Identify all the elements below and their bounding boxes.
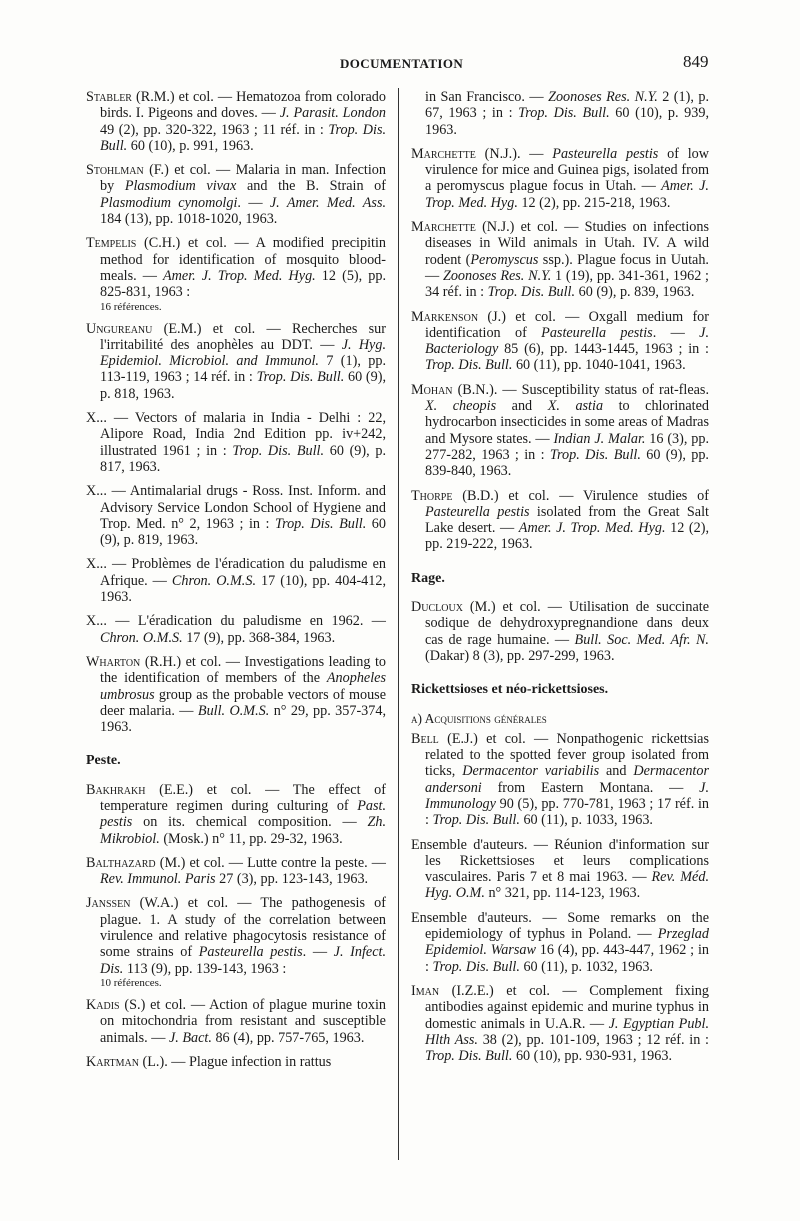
italic-text: J. Infect. Dis.	[100, 944, 387, 977]
entry-text: Ensemble d'auteurs. — Réunion d'information sur les Rickettsioses et leurs complications vasculaires. Paris 7 et 8 mai 1963. —	[411, 836, 709, 886]
italic-text: Pasteurella pestis	[198, 944, 303, 961]
entry-text: and the B. Strain of	[236, 178, 386, 195]
entry-text: (F.) et col. — Malaria in man. Infection by	[100, 162, 386, 195]
entry-text: 90 (5), pp. 770-781, 1963 ; 17 réf. in :	[425, 795, 709, 829]
italic-text: Pasteurella pestis	[425, 503, 530, 520]
italic-text: J. Bact.	[168, 1029, 212, 1046]
entry-text: (I.Z.E.) et col. — Complement fixing antibodies against epidemic and murine typhus in domestic animals in U.A.R. —	[425, 982, 709, 1032]
entry-text: n° 321, pp. 114-123, 1963.	[484, 885, 641, 902]
running-header: DOCUMENTATION	[340, 56, 464, 71]
italic-text: Rev. Immunol. Paris	[100, 871, 216, 888]
italic-text: Zoonoses Res. N.Y.	[442, 267, 552, 284]
entry-text: on its. chemical composition. —	[132, 814, 368, 831]
entry-text: 7 (1), pp. 113-119, 1963 ; 14 réf. in :	[100, 353, 386, 386]
italic-text: Zh. Mikrobiol.	[100, 814, 386, 847]
italic-text: Trop. Dis. Bull.	[274, 515, 367, 532]
bibliography-entry	[411, 910, 709, 975]
entry-text: in San Francisco. —	[425, 89, 549, 105]
entry-text: 12 (2), pp. 215-218, 1963.	[517, 194, 671, 211]
bibliography-entry	[411, 488, 709, 553]
italic-text: Chron. O.M.S.	[100, 629, 183, 646]
italic-text: Dermacentor andersoni	[425, 763, 709, 796]
entry-text: (E.E.) et col. — The effect of temperature regimen during culturing of	[100, 781, 386, 814]
italic-text: Przeglad Epidemiol. Warsaw	[425, 926, 709, 959]
italic-text: Trop. Dis. Bull.	[432, 958, 520, 975]
author-name: Ungureanu	[86, 320, 153, 337]
entry-text: 184 (13), pp. 1018-1020, 1963.	[100, 211, 278, 228]
entry-text: X... — Antimalarial drugs - Ross. Inst. Inform. and Advisory Service London School of Hygiene and Trop. Med. n° 2, 1963 ; in :	[86, 483, 386, 532]
entry-text: isolated from the Great Salt Lake desert. —	[425, 503, 709, 537]
italic-text: J. Bacteriology	[425, 324, 709, 358]
author-name: Markenson	[411, 308, 479, 325]
italic-text: Dermacentor variabilis	[462, 763, 600, 780]
page-number: 849	[683, 52, 709, 71]
entry-text: 60 (10), p. 939, 1963.	[425, 105, 709, 138]
entry-text: from Eastern Montana. —	[481, 779, 700, 796]
entry-text: ssp.). Plague focus in Uutah. —	[425, 251, 709, 284]
entry-text: 12 (5), pp. 825-831, 1963 :	[100, 267, 387, 301]
entry-text: 60 (9), p. 818, 1963.	[100, 369, 386, 402]
author-name: Marchette	[411, 219, 476, 236]
italic-text: Trop. Dis. Bull.	[425, 1048, 513, 1065]
author-name: Wharton	[86, 653, 141, 670]
left-column	[86, 89, 386, 1078]
entry-text: 16 (3), pp. 277-282, 1963 ; in :	[425, 430, 710, 463]
bibliography-entry	[86, 855, 386, 888]
italic-text: J. Hyg. Epidemiol. Microbiol. and Immunol.	[100, 336, 386, 370]
entry-text: 86 (4), pp. 757-765, 1963.	[211, 1029, 365, 1046]
entry-text: 16 (4), pp. 443-447, 1962 ; in :	[425, 942, 709, 975]
entry-text: (C.H.) et col. — A modified precipitin method for identification of mosquito blood-meals. —	[100, 235, 386, 284]
bibliography-entry	[86, 997, 386, 1046]
italic-text: Zoonoses Res. N.Y.	[548, 89, 658, 105]
author-name: Bakhrakh	[86, 781, 146, 798]
author-name: Mohan	[411, 381, 453, 398]
bibliography-entry	[86, 410, 386, 475]
italic-text: Peromyscus	[470, 251, 539, 268]
italic-text: X. astia	[547, 398, 604, 415]
entry-text: 60 (9), p. 839, 1963.	[575, 284, 695, 301]
entry-text: (R.M.) et col. — Hematozoa from colorado birds. I. Pigeons and doves. —	[100, 89, 386, 122]
italic-text: X. cheopis	[425, 398, 497, 415]
entry-text: (W.A.) et col. — The pathogenesis of plague. 1. A study of the correlation between virulence and relative phagocytosis resistance of some strains of	[100, 895, 386, 961]
italic-text: Trop. Dis. Bull.	[432, 812, 520, 829]
author-name: Iman	[411, 982, 440, 999]
bibliography-entry	[411, 382, 709, 480]
entry-text: (B.D.) et col. — Virulence studies of	[452, 487, 709, 504]
italic-text: Indian J. Malar.	[553, 430, 646, 447]
entry-text: (M.) et col. — Utilisation de succinate sodique de dehydroxypregnandione dans deux cas de rage humaine. —	[425, 599, 709, 648]
bibliography-entry	[411, 837, 709, 902]
author-name: Kartman	[86, 1053, 139, 1070]
italic-text: Chron. O.M.S.	[171, 572, 256, 589]
italic-text: Amer. J. Trop. Med. Hyg.	[425, 178, 709, 211]
entry-text: (R.H.) et col. — Investigations leading to the identification of members of the	[100, 653, 386, 687]
author-name: Kadis	[86, 996, 120, 1013]
section-subheading: a) Acquisitions générales	[411, 710, 547, 726]
bibliography-entry	[86, 1054, 386, 1070]
bibliography-entry	[86, 162, 386, 227]
italic-text: J. Parasit. London	[279, 105, 387, 122]
italic-text: Trop. Dis. Bull.	[487, 284, 576, 301]
entry-text: 113 (9), pp. 139-143, 1963 :	[123, 960, 287, 977]
bibliography-entry	[411, 309, 709, 374]
entry-text: 38 (2), pp. 101-109, 1963 ; 12 réf. in :	[477, 1031, 709, 1048]
entry-text: 60 (9), pp. 839-840, 1963.	[425, 446, 709, 480]
italic-text: Plasmodium cynomolgi	[100, 194, 238, 211]
author-name: Janssen	[86, 895, 131, 912]
bibliography-entry	[86, 89, 386, 154]
entry-text: X... — Vectors of malaria in India - Delhi : 22, Alipore Road, India 2nd Edition pp. iv+242, illustrated 1961 ; in :	[86, 410, 386, 459]
entry-text: 60 (10), pp. 930-931, 1963.	[512, 1048, 672, 1065]
reference-count-note: 10 références.	[100, 976, 162, 989]
author-name: Thorpe	[411, 487, 453, 504]
entry-text: 12 (2), pp. 219-222, 1963.	[425, 520, 709, 553]
entry-text: (M.) et col. — Lutte contre la peste. —	[155, 854, 386, 871]
entry-text: . —	[302, 944, 334, 961]
entry-text: (B.N.). — Susceptibility status of rat-fleas.	[452, 381, 709, 398]
entry-text: 60 (10), p. 991, 1963.	[127, 137, 254, 154]
entry-text: 60 (11), p. 1032, 1963.	[519, 958, 653, 975]
bibliography-entry	[411, 983, 709, 1064]
italic-text: Anopheles umbrosus	[100, 670, 386, 703]
italic-text: Trop. Dis. Bull.	[100, 121, 387, 154]
entry-text: and	[599, 763, 634, 780]
entry-text: Ensemble d'auteurs. — Some remarks on the epidemiology of typhus in Poland. —	[411, 909, 709, 943]
bibliography-entry	[411, 89, 709, 138]
column-divider	[398, 88, 399, 1160]
entry-text: . —	[652, 324, 700, 341]
bibliography-entry	[86, 321, 386, 402]
entry-text: 27 (3), pp. 123-143, 1963.	[215, 871, 369, 888]
bibliography-entry	[411, 219, 709, 300]
entry-text: n° 29, pp. 357-374, 1963.	[100, 702, 386, 736]
bibliography-entry	[411, 146, 709, 211]
entry-text: 60 (9), p. 819, 1963.	[100, 515, 386, 549]
italic-text: J. Immunology	[425, 779, 709, 812]
entry-text: 85 (6), pp. 1443-1445, 1963 ; in :	[498, 341, 709, 358]
author-name: Ducloux	[411, 599, 463, 616]
entry-text: (N.J.). —	[475, 145, 553, 162]
entry-text: 60 (9), p. 817, 1963.	[100, 442, 386, 475]
entry-text: group as the probable vectors of mouse deer malaria. —	[100, 686, 386, 719]
author-name: Tempelis	[86, 235, 137, 252]
entry-text: 1 (19), pp. 341-361, 1962 ; 34 réf. in :	[425, 267, 710, 301]
bibliography-entry	[411, 731, 709, 829]
bibliography-entry	[86, 235, 386, 312]
entry-text: 2 (1), p. 67, 1963 ; in :	[425, 89, 709, 122]
entry-text: (Dakar) 8 (3), pp. 297-299, 1963.	[425, 647, 615, 664]
bibliography-entry	[86, 556, 386, 605]
bibliography-entry	[86, 782, 386, 847]
entry-text: (E.J.) et col. — Nonpathogenic rickettsias related to the spotted fever group isolated from ticks,	[425, 730, 709, 780]
right-column	[411, 89, 709, 1072]
bibliography-entry	[86, 483, 386, 548]
italic-text: Trop. Dis. Bull.	[425, 357, 513, 374]
italic-text: Amer. J. Trop. Med. Hyg.	[163, 267, 316, 284]
italic-text: Trop. Dis. Bull.	[518, 105, 610, 122]
entry-text: 17 (10), pp. 404-412, 1963.	[100, 572, 386, 606]
italic-text: J. Egyptian Publ. Hlth Ass.	[425, 1015, 709, 1048]
entry-text: . —	[237, 194, 270, 211]
entry-text: X... — L'éradication du paludisme en 1962. —	[86, 613, 386, 630]
bibliography-entry	[86, 613, 386, 646]
section-heading: Rage.	[411, 570, 445, 586]
reference-count-note: 16 références.	[100, 300, 162, 313]
entry-text: (Mosk.) n° 11, pp. 29-32, 1963.	[159, 830, 343, 847]
italic-text: Pasteurella pestis	[541, 324, 653, 341]
bibliography-entry	[86, 654, 386, 735]
italic-text: Trop. Dis. Bull.	[256, 369, 345, 386]
entry-text: to chlorinated hydrocarbon insecticides in some areas of Madras and Mysore states. —	[425, 398, 709, 447]
author-name: Stohlman	[86, 162, 144, 179]
author-name: Bell	[411, 730, 439, 747]
entry-text: (S.) et col. — Action of plague murine toxin on mitochondria from resistant and susceptible animals. —	[100, 996, 386, 1046]
entry-text: 17 (9), pp. 368-384, 1963.	[182, 629, 336, 646]
italic-text: Trop. Dis. Bull.	[549, 446, 641, 463]
entry-text: (L.). — Plague infection in rattus	[138, 1053, 332, 1070]
entry-text: and	[496, 398, 548, 415]
italic-text: Bull. O.M.S.	[197, 702, 270, 719]
author-name: Marchette	[411, 145, 476, 162]
entry-text: (N.J.) et col. — Studies on infections diseases in Wild animals in Utah. IV. A wild rodent (	[425, 219, 709, 268]
entry-text: 60 (11), p. 1033, 1963.	[519, 812, 653, 829]
section-heading: Rickettsioses et néo-rickettsioses.	[411, 682, 609, 698]
entry-text: of low virulence for mice and Guinea pigs, isolated from a peromyscus plague focus in Utah. —	[425, 145, 709, 195]
entry-text: (E.M.) et col. — Recherches sur l'irritabilité des anophèles au DDT. —	[100, 320, 386, 353]
section-heading: Peste.	[86, 753, 121, 769]
italic-text: Amer. J. Trop. Med. Hyg.	[518, 520, 666, 537]
author-name: Balthazard	[86, 854, 156, 871]
italic-text: Plasmodium vivax	[124, 178, 237, 195]
bibliography-entry	[411, 599, 709, 664]
author-name: Stabler	[86, 89, 132, 105]
italic-text: Trop. Dis. Bull.	[232, 442, 325, 459]
italic-text: Bull. Soc. Med. Afr. N.	[574, 631, 709, 648]
entry-text: X... — Problèmes de l'éradication du paludisme en Afrique. —	[86, 556, 386, 589]
italic-text: J. Amer. Med. Ass.	[269, 194, 387, 211]
italic-text: Past. pestis	[100, 797, 386, 831]
bibliography-entry	[86, 895, 386, 988]
entry-text: 49 (2), pp. 320-322, 1963 ; 11 réf. in :	[100, 121, 329, 138]
entry-text: (J.) et col. — Oxgall medium for identification of	[425, 308, 709, 341]
italic-text: Rev. Méd. Hyg. O.M.	[425, 869, 709, 902]
entry-text: 60 (11), pp. 1040-1041, 1963.	[512, 357, 686, 374]
italic-text: Pasteurella pestis	[552, 145, 659, 162]
